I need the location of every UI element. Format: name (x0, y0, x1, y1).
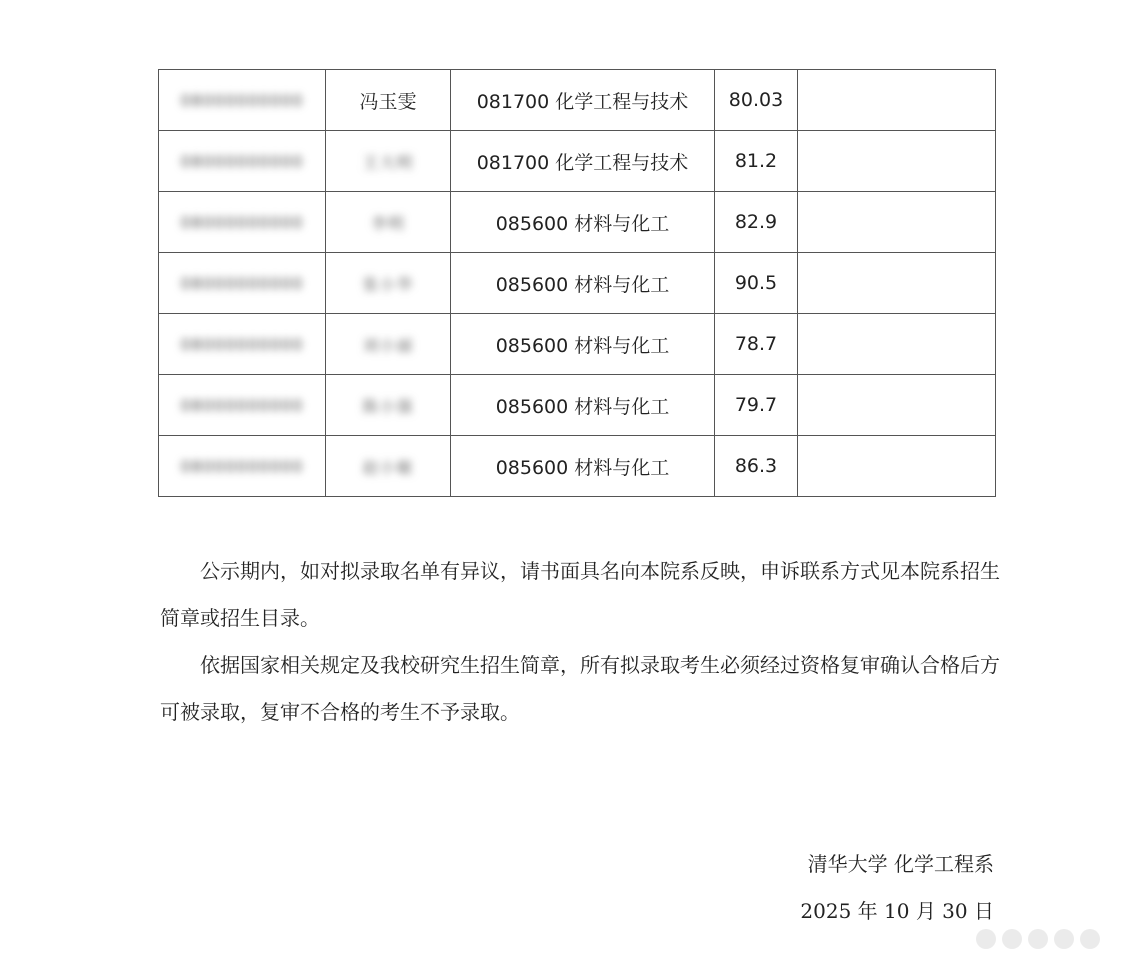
watermark-icon (976, 929, 996, 949)
watermark-icon (1080, 929, 1100, 949)
candidate-id-text: 08000000000 (180, 213, 304, 232)
candidate-id-text: 08000000000 (180, 457, 304, 476)
table-row (159, 436, 996, 497)
candidate-name-text: 张小华 (362, 274, 414, 294)
candidate-name-cell (326, 375, 451, 436)
candidate-id-text: 08000000000 (180, 152, 304, 171)
score-text: 78.7 (734, 333, 778, 355)
remark-cell (798, 314, 996, 375)
remark-cell (798, 375, 996, 436)
score-text: 80.03 (728, 89, 784, 111)
candidate-name-text: 冯玉雯 (359, 90, 417, 113)
candidate-name-cell (326, 192, 451, 253)
candidate-name-text: 李明 (370, 213, 405, 233)
major-cell (451, 131, 715, 192)
major-text: 085600 材料与化工 (495, 334, 670, 357)
major-cell (451, 436, 715, 497)
candidate-id-cell (159, 314, 326, 375)
candidate-id-cell (159, 375, 326, 436)
candidate-id-cell (159, 192, 326, 253)
watermark-icon (1028, 929, 1048, 949)
candidate-name-text: 陈小强 (362, 396, 414, 416)
table-row (159, 192, 996, 253)
watermark-icon (1002, 929, 1022, 949)
candidate-id-cell (159, 70, 326, 131)
remark-cell (798, 192, 996, 253)
major-text: 081700 化学工程与技术 (476, 151, 689, 174)
watermark-logo (976, 926, 1126, 952)
watermark-icon (1054, 929, 1074, 949)
admission-table (158, 69, 996, 497)
candidate-name-cell (326, 314, 451, 375)
candidate-name-text: 王大明 (362, 152, 414, 172)
major-cell (451, 70, 715, 131)
major-text: 081700 化学工程与技术 (476, 90, 689, 113)
remark-cell (798, 253, 996, 314)
candidate-id-cell (159, 436, 326, 497)
candidate-id-text: 08000000000 (180, 91, 304, 110)
major-cell (451, 314, 715, 375)
candidate-name-text: 刘小丽 (362, 335, 414, 355)
major-cell (451, 253, 715, 314)
candidate-id-cell (159, 131, 326, 192)
candidate-name-text: 赵小敏 (362, 457, 414, 477)
candidate-name-cell (326, 253, 451, 314)
score-text: 86.3 (734, 455, 778, 477)
signature-date: 2025 年 10 月 30 日 (800, 899, 994, 923)
candidate-name-cell (326, 436, 451, 497)
major-text: 085600 材料与化工 (495, 212, 670, 235)
notice-paragraph-2: 依据国家相关规定及我校研究生招生简章，所有拟录取考生必须经过资格复审确认合格后方可被录取，复审不合格的考生不予录取。 (160, 653, 1000, 724)
major-text: 085600 材料与化工 (495, 395, 670, 418)
table-body (159, 70, 996, 497)
candidate-id-text: 08000000000 (180, 274, 304, 293)
score-text: 82.9 (734, 211, 778, 233)
table-row (159, 314, 996, 375)
table-row (159, 253, 996, 314)
table-row (159, 375, 996, 436)
candidate-id-cell (159, 253, 326, 314)
score-cell (715, 253, 798, 314)
score-cell (715, 436, 798, 497)
score-text: 79.7 (734, 394, 778, 416)
remark-cell (798, 131, 996, 192)
major-text: 085600 材料与化工 (495, 273, 670, 296)
score-text: 90.5 (734, 272, 778, 294)
candidate-id-text: 08000000000 (180, 396, 304, 415)
score-cell (715, 192, 798, 253)
score-text: 81.2 (734, 150, 778, 172)
table-row (159, 131, 996, 192)
candidate-name-cell (326, 131, 451, 192)
score-cell (715, 375, 798, 436)
score-cell (715, 70, 798, 131)
major-text: 085600 材料与化工 (495, 456, 670, 479)
major-cell (451, 192, 715, 253)
table-row (159, 70, 996, 131)
remark-cell (798, 436, 996, 497)
notice-paragraph-1: 公示期内，如对拟录取名单有异议，请书面具名向本院系反映，申诉联系方式见本院系招生简章或招生目录。 (160, 559, 1000, 630)
score-cell (715, 314, 798, 375)
remark-cell (798, 70, 996, 131)
major-cell (451, 375, 715, 436)
candidate-name-cell (326, 70, 451, 131)
signature-organization: 清华大学 化学工程系 (807, 852, 994, 876)
score-cell (715, 131, 798, 192)
candidate-id-text: 08000000000 (180, 335, 304, 354)
